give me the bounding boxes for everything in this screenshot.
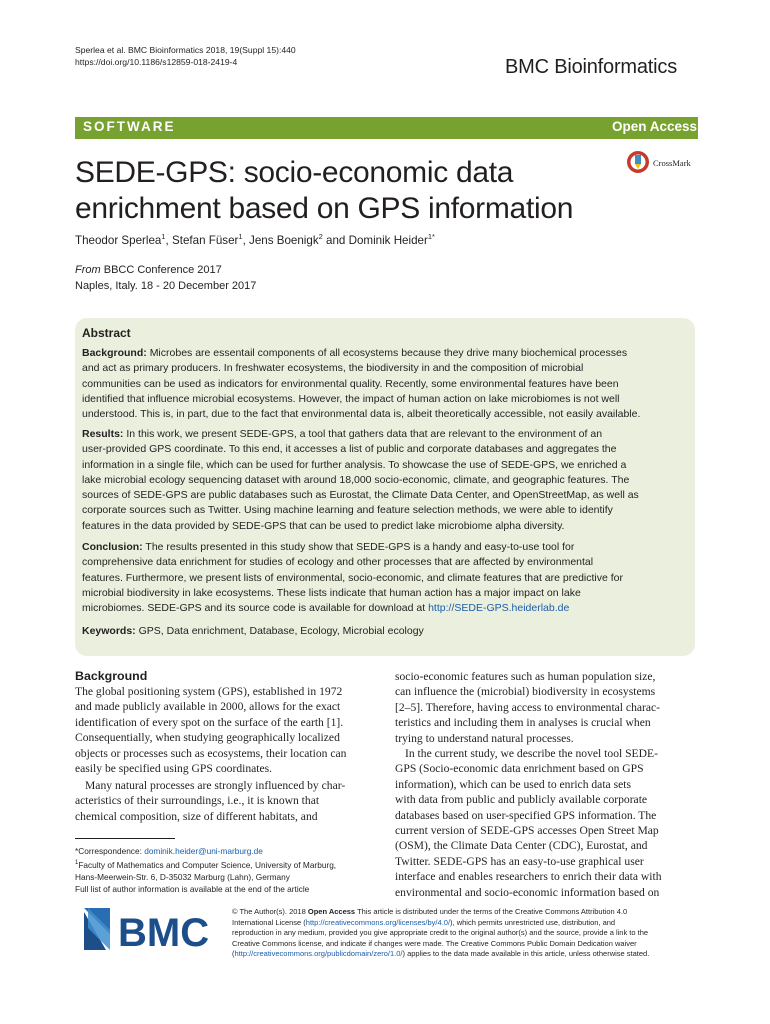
left-column-p1 — [75, 684, 377, 776]
text-line: microbiomes. SEDE-GPS and its source code is available for download at — [82, 602, 426, 615]
affiliation-mark: 2 — [318, 232, 323, 241]
author-name[interactable]: Jens Boenigk — [249, 233, 319, 247]
text-line: reproduction in any medium, provided you give appropriate credit to the original author(s) and the source, provide a link to the — [232, 928, 649, 937]
correspondence-label: *Correspondence: — [75, 846, 142, 856]
text-line: sources of SEDE-GPS are public databases such as Eurostat, the Climate Data Center, and OpenStreetMap, as well as — [82, 489, 639, 502]
text-line: Consequentially, when studying geographically localized — [75, 731, 340, 745]
text-line: lake microbial ecology sequencing dataset with around 18,000 socio-economic, climate, and geographic features. The — [82, 473, 630, 486]
crossmark-badge[interactable] — [626, 150, 706, 174]
text-line: comprehensive data enrichment for studies of ecology and other processes that are affected by environmental — [82, 556, 594, 569]
abstract-keywords — [82, 624, 690, 639]
text-line: socio-economic features such as human population size, — [395, 670, 656, 683]
text-line: In the current study, we describe the novel tool SEDE- — [405, 747, 658, 760]
text-line: communities can be used as indicators for environmental quality. Recently, some environmental features have been — [82, 377, 619, 390]
footnote — [75, 845, 385, 895]
text-line: and made publicly available in 2000, allows for the exact — [75, 700, 341, 714]
email-link[interactable]: dominik.heider@uni-marburg.de — [144, 846, 263, 856]
crossmark-icon — [626, 150, 706, 174]
affiliation-mark: 1 — [161, 232, 166, 241]
from-label: From — [75, 264, 101, 276]
license-link[interactable]: http://creativecommons.org/licenses/by/4.0/ — [305, 917, 451, 927]
open-access-label: Open Access — [611, 119, 697, 134]
author-name[interactable]: Stefan Füser — [172, 233, 239, 247]
section-heading: Background — [75, 669, 148, 683]
text-line: identification of every spot on the surface of the earth [1]. — [75, 715, 344, 729]
text-line: corporate sources such as Twitter. Using machine learning and feature selection methods, we were able to identify — [82, 504, 613, 517]
text-line: The global positioning system (GPS), established in 1972 — [75, 685, 343, 698]
affiliation-mark: 1 — [238, 232, 243, 241]
doi-link[interactable]: https://doi.org/10.1186/s12859-018-2419-4 — [75, 57, 238, 67]
text-line: Many natural processes are strongly influenced by char- — [85, 779, 346, 792]
text-line: features in the data provided by SEDE-GPS that can be used to predict lake microbiome alpha diversity. — [82, 519, 565, 532]
text-line: trying to understand natural processes. — [395, 731, 574, 745]
keywords-list: GPS, Data enrichment, Database, Ecology, Microbial ecology — [138, 625, 424, 637]
text-line: This article is distributed under the terms of the Creative Commons Attribution 4.0 — [357, 907, 628, 916]
text-line: In this work, we present SEDE-GPS, a tool that gathers data that are relevant to the environment of an — [126, 428, 603, 440]
citation — [75, 44, 296, 68]
conclusion-label: Conclusion: — [82, 541, 143, 553]
text-line: easily be specified using GPS coordinates. — [75, 762, 273, 776]
background-label: Background: — [82, 347, 147, 359]
abstract-conclusion — [82, 540, 690, 616]
text-line: identified that influence microbial ecosystems. However, the impact of human action on lake microbiomes is not well — [82, 392, 620, 405]
conference-place: Naples, Italy. 18 - 20 December 2017 — [75, 280, 257, 292]
copyright: © The Author(s). 2018 — [232, 907, 306, 916]
text-line: ) applies to the data made available in this article, unless otherwise stated. — [402, 949, 650, 958]
text-line: understood. This is, in part, due to the fact that environmental data is, albeit theoretically accessible, not easily available. — [82, 408, 641, 421]
affiliation-mark: 1* — [427, 232, 435, 241]
text-line: microbial biodiversity in lake ecosystems. These lists indicate that human action has a major impact on lake — [82, 586, 581, 599]
text-line: Creative Commons license, and indicate if changes were made. The Creative Commons Public Domain Dedication waiver — [232, 938, 637, 948]
text-line: International License ( — [232, 917, 306, 927]
keywords-label: Keywords: — [82, 625, 136, 637]
affiliation-line2: Hans-Meerwein-Str. 6, D-35032 Marburg (Lahn), Germany — [75, 871, 290, 882]
text-line: interface and enables researchers to enrich their data with — [395, 870, 662, 884]
affiliation-mark: 1 — [75, 860, 79, 866]
text-line: features. Furthermore, we present lists of environmental, socio-economic, and climate features that are predictive for — [82, 571, 623, 584]
abstract-heading: Abstract — [82, 326, 131, 340]
crossmark-label: CrossMark — [653, 158, 691, 168]
author-list: Theodor Sperlea$^1$, Stefan Füser$^1$, Jens Boenigk$^2$ and Dominik Heider$^{1*}$ — [75, 232, 435, 247]
text-line: and act as primary producers. In freshwater ecosystems, the biodiversity in and the composition of microbial — [82, 362, 584, 375]
title-line1: SEDE-GPS: socio-economic data — [75, 156, 514, 189]
footnote-rule — [75, 838, 175, 839]
author-name[interactable]: Theodor Sperlea — [75, 233, 162, 247]
right-column-p2 — [395, 746, 698, 900]
results-label: Results: — [82, 428, 124, 440]
text-line: can influence the (microbial) biodiversity in ecosystems — [395, 685, 656, 699]
text-line: with data from public and publicly available corporate — [395, 793, 648, 807]
software-link[interactable]: http://SEDE-GPS.heiderlab.de — [428, 602, 570, 615]
bmc-logo-icon — [80, 908, 220, 954]
license-text — [232, 907, 702, 960]
right-column-p1 — [395, 669, 698, 746]
journal-name: BMC Bioinformatics — [505, 56, 677, 78]
bmc-logo — [80, 908, 220, 954]
conference-name: BBCC Conference 2017 — [103, 264, 222, 276]
text-line: environmental and socio-economic information based on — [395, 885, 660, 899]
article-title — [75, 155, 615, 227]
title-line2: enrichment based on GPS information — [75, 192, 574, 225]
text-line: chemical composition, size of different habitats, and — [75, 809, 318, 823]
citation-line1: Sperlea et al. BMC Bioinformatics 2018, 19(Suppl 15):440 — [75, 45, 296, 55]
text-line: [2–5]. Therefore, having access to environmental charac- — [395, 700, 661, 714]
affiliation-line1: Faculty of Mathematics and Computer Science, University of Marburg, — [78, 859, 337, 870]
text-line: (OSM), the Climate Data Center (CDC), Eurostat, and — [395, 839, 648, 853]
article-type-label: SOFTWARE — [83, 119, 176, 134]
text-line: objects or processes such as ecosystems, their location can — [75, 746, 347, 760]
text-line: ), which permits unrestricted use, distribution, and — [450, 917, 616, 927]
text-line: databases based on user-specified GPS information. The — [395, 808, 657, 822]
open-access-bold: Open Access — [307, 907, 356, 916]
public-domain-link[interactable]: http://creativecommons.org/publicdomain/zero/1.0/ — [234, 949, 403, 958]
text-line: teristics and including them in analyses is crucial when — [395, 716, 651, 730]
text-line: user-provided GPS coordinate. To this end, it accesses a list of public and corporate databases and aggregates the — [82, 443, 617, 456]
text-line: Twitter. SEDE-GPS has an easy-to-use graphical user — [395, 854, 644, 868]
text-line: current version of SEDE-GPS accesses Open Street Map — [395, 824, 659, 838]
conference-info — [75, 262, 256, 294]
author-name[interactable]: Dominik Heider — [348, 233, 428, 247]
text-line: ( — [232, 949, 235, 958]
left-column-p2 — [75, 778, 377, 824]
abstract-background — [82, 346, 690, 422]
author-info-note: Full list of author information is available at the end of the article — [75, 883, 310, 894]
bmc-logo-text: BMC — [118, 911, 210, 954]
text-line: acteristics of their surroundings, i.e., it is known that — [75, 794, 320, 808]
text-line: Microbes are essentail components of all ecosystems because they drive many biochemical processes — [149, 347, 628, 359]
text-line: information in a single file, which can be used for further analysis. To showcase the use of SEDE-GPS, we enriched a — [82, 458, 627, 471]
text-line: information), which can be used to enrich data sets — [395, 777, 631, 791]
abstract-results — [82, 427, 690, 534]
text-line: GPS (Socio-economic data enrichment based on GPS — [395, 762, 644, 776]
text-line: The results presented in this study show that SEDE-GPS is a handy and easy-to-use tool for — [145, 541, 575, 553]
